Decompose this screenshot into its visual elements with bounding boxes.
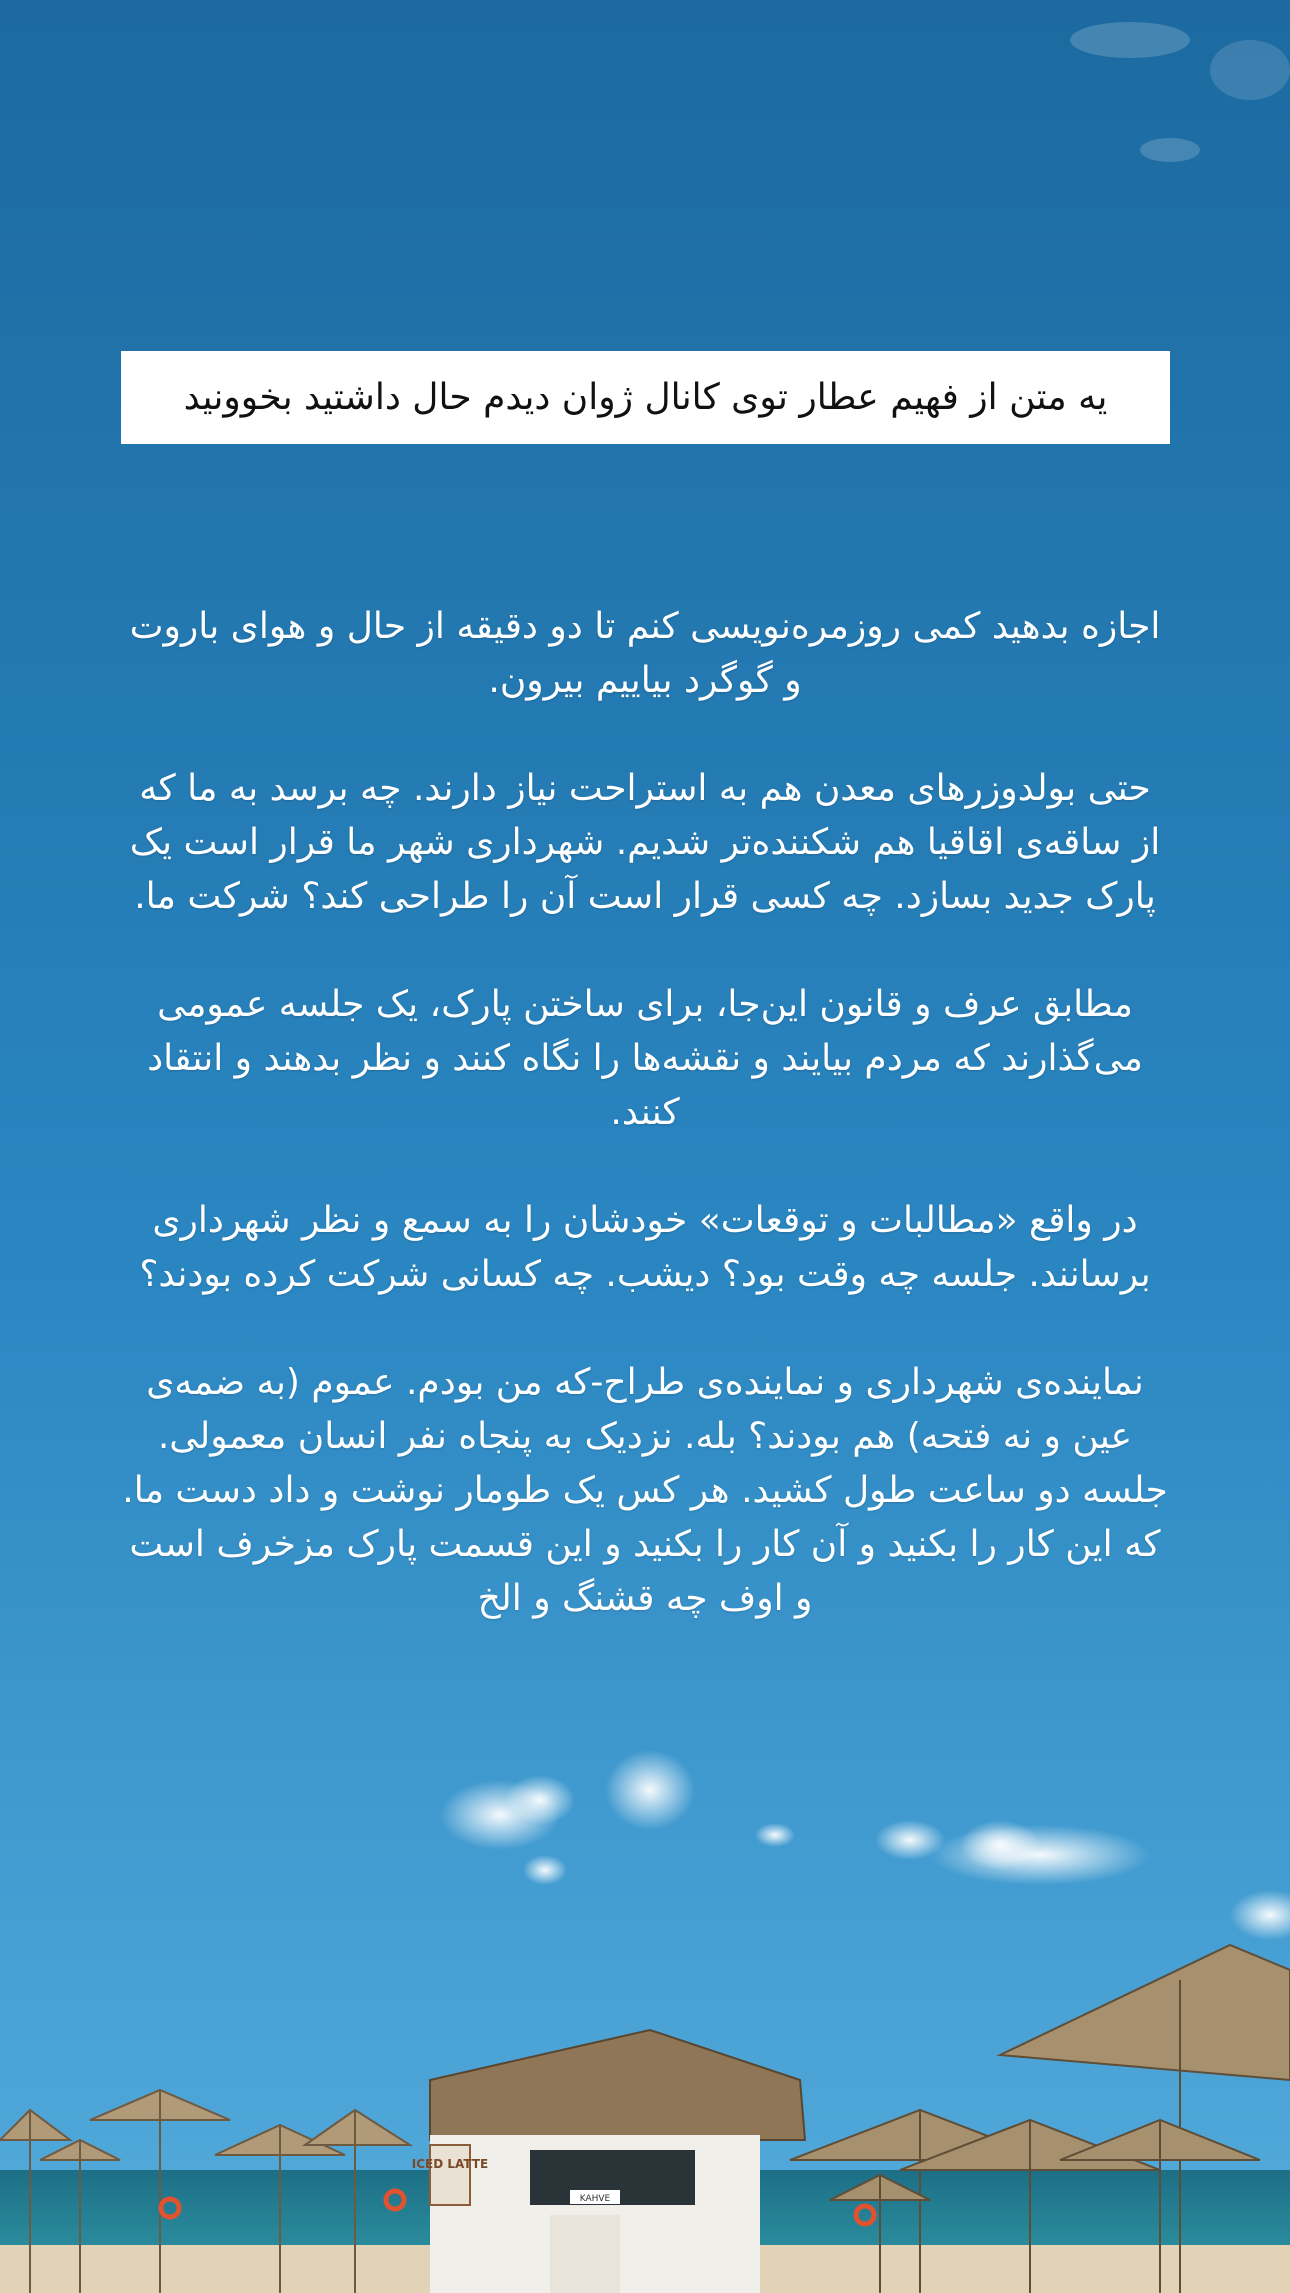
kiosk-sign-text: ICED LATTE	[411, 2157, 489, 2171]
story-paragraph: در واقع «مطالبات و توقعات» خودشان را به سمع و نظر شهرداری برسانند. جلسه چه وقت بود؟ دیشب. چه کسانی شرکت کرده بودند؟	[139, 1200, 1151, 1295]
story-paragraph: مطابق عرف و قانون این‌جا، برای ساختن پارک، یک جلسه عمومی می‌گذارند که مردم بیایند و نقشه‌ها را نگاه کنند و نظر بدهند و انتقاد کنند.	[147, 984, 1143, 1133]
story-text	[70, 600, 1220, 1626]
story-paragraph: اجازه بدهید کمی روزمره‌نویسی کنم تا دو دقیقه از حال و هوای باروت و گوگرد بیاییم بیرون.	[129, 606, 1161, 701]
story-paragraph: نماینده‌ی شهرداری و نماینده‌ی طراح-که من بودم. عموم (به ضمه‌ی عین و نه فتحه) هم بودند؟ بله. نزدیک به پنجاه نفر انسان معمولی. جلسه دو ساعت طول کشید. هر کس یک طومار نوشت و داد دست ما. که این کار را بکنید و آن کار را بکنید و این قسمت پارک مزخرف است و اوف چه قشنگ و الخ	[122, 1362, 1168, 1619]
caption-text: یه متن از فهیم عطار توی کانال ژوان دیدم حال داشتید بخوونید	[183, 377, 1108, 418]
caption-box	[121, 351, 1170, 444]
story-paragraph: حتی بولدوزرهای معدن هم به استراحت نیاز دارند. چه برسد به ما که از ساقه‌ی اقاقیا هم شکننده‌تر شدیم. شهرداری شهر ما قرار است یک پارک جدید بسازد. چه کسی قرار است آن را طراحی کند؟ شرکت ما.	[129, 768, 1161, 917]
kiosk-small-sign-text: KAHVE	[579, 2194, 611, 2204]
